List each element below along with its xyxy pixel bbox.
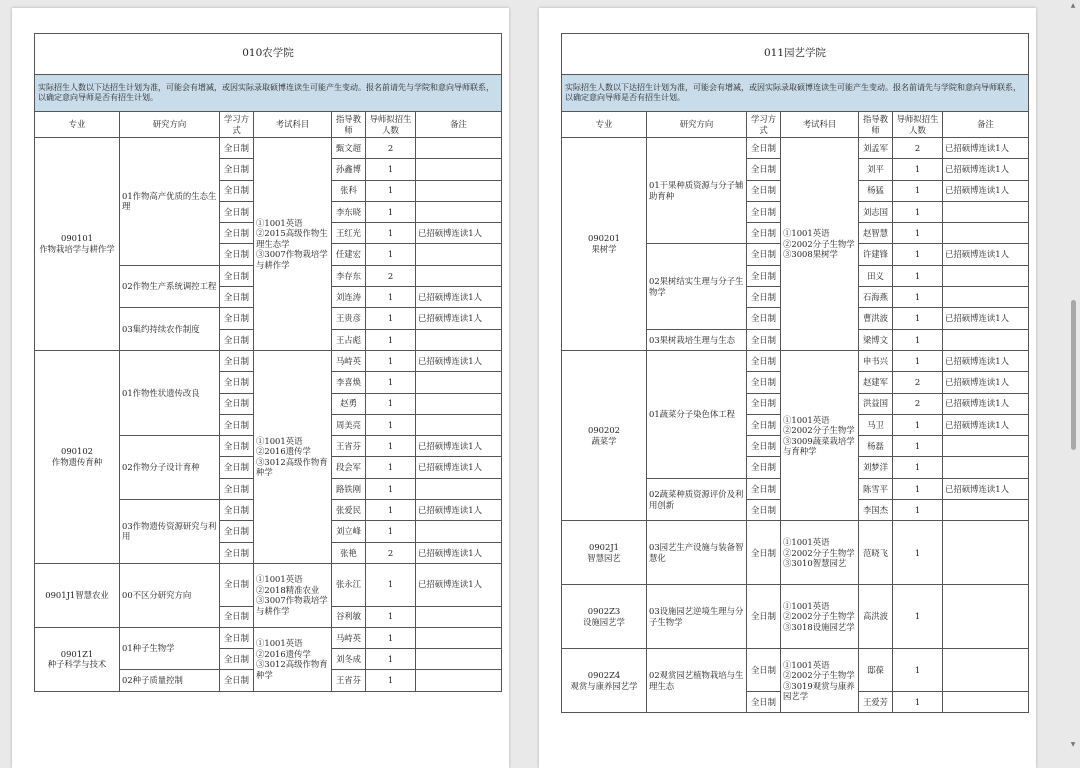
study-mode-cell: 全日制 bbox=[220, 436, 254, 457]
remark-cell: 已招硕博连读1人 bbox=[943, 372, 1029, 393]
remark-cell: 已招硕博连读1人 bbox=[943, 393, 1029, 414]
quota-cell: 1 bbox=[893, 585, 943, 649]
advisor-cell: 李存东 bbox=[332, 265, 366, 286]
quota-cell: 1 bbox=[893, 649, 943, 692]
quota-cell: 2 bbox=[366, 542, 416, 563]
remark-cell bbox=[416, 670, 502, 691]
remark-cell bbox=[416, 627, 502, 648]
advisor-cell: 刘平 bbox=[859, 159, 893, 180]
study-mode-cell: 全日制 bbox=[220, 350, 254, 371]
advisor-cell: 田义 bbox=[859, 265, 893, 286]
quota-cell: 1 bbox=[893, 436, 943, 457]
study-mode-cell: 全日制 bbox=[747, 393, 781, 414]
study-mode-cell: 全日制 bbox=[747, 414, 781, 435]
header-major: 专业 bbox=[35, 112, 120, 138]
advisor-cell: 王红光 bbox=[332, 223, 366, 244]
quota-cell: 1 bbox=[893, 287, 943, 308]
research-direction-cell: 02果树结实生理与分子生物学 bbox=[647, 244, 747, 329]
header-remark: 备注 bbox=[416, 112, 502, 138]
quota-cell: 1 bbox=[366, 244, 416, 265]
advisor-cell: 刘冬成 bbox=[332, 649, 366, 670]
exam-subjects-cell: ①1001英语 ②2002分子生物学 ③3018设施园艺学 bbox=[781, 585, 859, 649]
study-mode-cell: 全日制 bbox=[747, 180, 781, 201]
advisor-cell: 王省芬 bbox=[332, 436, 366, 457]
remark-cell: 已招硕博连读1人 bbox=[416, 350, 502, 371]
advisor-cell: 范晓飞 bbox=[859, 521, 893, 585]
advisor-cell: 许建锋 bbox=[859, 244, 893, 265]
study-mode-cell: 全日制 bbox=[220, 201, 254, 222]
quota-cell: 1 bbox=[893, 500, 943, 521]
advisor-cell: 石海燕 bbox=[859, 287, 893, 308]
quota-cell: 1 bbox=[366, 201, 416, 222]
remark-cell: 已招硕博连读1人 bbox=[416, 308, 502, 329]
document-page-left bbox=[12, 8, 509, 768]
study-mode-cell: 全日制 bbox=[220, 138, 254, 159]
advisor-cell: 赵勇 bbox=[332, 393, 366, 414]
remark-cell bbox=[416, 393, 502, 414]
quota-cell: 1 bbox=[893, 159, 943, 180]
enrollment-table-agriculture bbox=[34, 33, 501, 692]
study-mode-cell: 全日制 bbox=[220, 521, 254, 542]
advisor-cell: 段会军 bbox=[332, 457, 366, 478]
table-row bbox=[562, 585, 1029, 606]
remark-cell bbox=[943, 457, 1029, 478]
quota-cell: 1 bbox=[893, 691, 943, 712]
table-row bbox=[35, 138, 502, 159]
study-mode-cell: 全日制 bbox=[747, 372, 781, 393]
research-direction-cell: 02观赏园艺植物栽培与生理生态 bbox=[647, 649, 747, 713]
study-mode-cell: 全日制 bbox=[220, 457, 254, 478]
study-mode-cell: 全日制 bbox=[220, 563, 254, 606]
advisor-cell: 刘梦洋 bbox=[859, 457, 893, 478]
remark-cell: 已招硕博连读1人 bbox=[416, 542, 502, 563]
vertical-scrollbar-thumb[interactable] bbox=[1071, 300, 1076, 450]
study-mode-cell: 全日制 bbox=[220, 287, 254, 308]
research-direction-cell: 00不区分研究方向 bbox=[120, 563, 220, 627]
quota-cell: 1 bbox=[366, 287, 416, 308]
advisor-cell: 马峙英 bbox=[332, 350, 366, 371]
quota-cell: 1 bbox=[366, 649, 416, 670]
table-row bbox=[562, 350, 1029, 371]
advisor-cell: 王爱芳 bbox=[859, 691, 893, 712]
study-mode-cell: 全日制 bbox=[220, 414, 254, 435]
remark-cell bbox=[943, 265, 1029, 286]
advisor-cell: 曹洪波 bbox=[859, 308, 893, 329]
advisor-cell: 李喜焕 bbox=[332, 372, 366, 393]
remark-cell bbox=[943, 287, 1029, 308]
quota-cell: 1 bbox=[366, 159, 416, 180]
remark-cell bbox=[943, 201, 1029, 222]
research-direction-cell: 01种子生物学 bbox=[120, 627, 220, 670]
exam-subjects-cell: ①1001英语 ②2018精准农业 ③3007作物栽培学与耕作学 bbox=[254, 563, 332, 627]
study-mode-cell: 全日制 bbox=[220, 372, 254, 393]
exam-subjects-cell: ①1001英语 ②2002分子生物学 ③3009蔬菜栽培学与育种学 bbox=[781, 350, 859, 520]
study-mode-cell: 全日制 bbox=[747, 223, 781, 244]
quota-cell: 2 bbox=[893, 372, 943, 393]
remark-cell bbox=[416, 244, 502, 265]
quota-cell: 1 bbox=[366, 180, 416, 201]
study-mode-cell: 全日制 bbox=[220, 649, 254, 670]
quota-cell: 1 bbox=[366, 414, 416, 435]
remark-cell bbox=[416, 265, 502, 286]
quota-cell: 1 bbox=[893, 265, 943, 286]
study-mode-cell: 全日制 bbox=[220, 308, 254, 329]
study-mode-cell: 全日制 bbox=[747, 159, 781, 180]
study-mode-cell: 全日制 bbox=[747, 649, 781, 692]
major-cell: 090201 果树学 bbox=[562, 138, 647, 351]
enrollment-notice: 实际招生人数以下达招生计划为准，可能会有增减，或因实际录取硕博连读生可能产生变动。报名前请先与学院和意向导师联系，以确定意向导师是否有招生计划。 bbox=[562, 75, 1029, 112]
quota-cell: 1 bbox=[366, 223, 416, 244]
remark-cell bbox=[416, 138, 502, 159]
advisor-cell: 李东晓 bbox=[332, 201, 366, 222]
major-cell: 090102 作物遗传育种 bbox=[35, 350, 120, 563]
quota-cell: 2 bbox=[366, 265, 416, 286]
table-row bbox=[562, 138, 1029, 159]
quota-cell: 1 bbox=[366, 670, 416, 691]
remark-cell: 已招硕博连读1人 bbox=[943, 478, 1029, 499]
remark-cell bbox=[943, 329, 1029, 350]
advisor-cell: 刘志国 bbox=[859, 201, 893, 222]
quota-cell: 1 bbox=[893, 414, 943, 435]
college-title: 011园艺学院 bbox=[562, 34, 1029, 75]
header-advisor: 指导教师 bbox=[859, 112, 893, 138]
advisor-cell: 路铁刚 bbox=[332, 478, 366, 499]
remark-cell: 已招硕博连读1人 bbox=[416, 563, 502, 606]
study-mode-cell: 全日制 bbox=[747, 478, 781, 499]
research-direction-cell: 03设施园艺逆境生理与分子生物学 bbox=[647, 585, 747, 649]
study-mode-cell: 全日制 bbox=[220, 159, 254, 180]
advisor-cell: 孙鑫博 bbox=[332, 159, 366, 180]
advisor-cell: 申书兴 bbox=[859, 350, 893, 371]
study-mode-cell: 全日制 bbox=[220, 500, 254, 521]
quota-cell: 1 bbox=[366, 457, 416, 478]
study-mode-cell: 全日制 bbox=[220, 670, 254, 691]
remark-cell: 已招硕博连读1人 bbox=[416, 436, 502, 457]
study-mode-cell: 全日制 bbox=[747, 244, 781, 265]
advisor-cell: 洪益国 bbox=[859, 393, 893, 414]
advisor-cell: 周美亮 bbox=[332, 414, 366, 435]
remark-cell: 已招硕博连读1人 bbox=[943, 414, 1029, 435]
header-exam-subjects: 考试科目 bbox=[781, 112, 859, 138]
quota-cell: 1 bbox=[366, 627, 416, 648]
study-mode-cell: 全日制 bbox=[747, 138, 781, 159]
exam-subjects-cell: ①1001英语 ②2002分子生物学 ③3008果树学 bbox=[781, 138, 859, 351]
advisor-cell: 杨猛 bbox=[859, 180, 893, 201]
remark-cell: 已招硕博连读1人 bbox=[943, 180, 1029, 201]
quota-cell: 1 bbox=[893, 478, 943, 499]
remark-cell bbox=[943, 691, 1029, 712]
remark-cell bbox=[416, 521, 502, 542]
research-direction-cell: 02蔬菜种质资源评价及利用创新 bbox=[647, 478, 747, 521]
remark-cell: 已招硕博连读1人 bbox=[943, 244, 1029, 265]
exam-subjects-cell: ①1001英语 ②2015高级作物生理生态学 ③3007作物栽培学与耕作学 bbox=[254, 138, 332, 351]
research-direction-cell: 02种子质量控制 bbox=[120, 670, 220, 691]
advisor-cell: 王占彪 bbox=[332, 329, 366, 350]
quota-cell: 1 bbox=[893, 244, 943, 265]
advisor-cell: 李国杰 bbox=[859, 500, 893, 521]
research-direction-cell: 02作物生产系统调控工程 bbox=[120, 265, 220, 308]
remark-cell bbox=[416, 201, 502, 222]
quota-cell: 1 bbox=[366, 606, 416, 627]
advisor-cell: 任建宏 bbox=[332, 244, 366, 265]
quota-cell: 2 bbox=[893, 393, 943, 414]
remark-cell bbox=[943, 521, 1029, 585]
advisor-cell: 刘孟军 bbox=[859, 138, 893, 159]
remark-cell bbox=[943, 500, 1029, 521]
research-direction-cell: 03集约持续农作制度 bbox=[120, 308, 220, 351]
quota-cell: 1 bbox=[366, 350, 416, 371]
exam-subjects-cell: ①1001英语 ②2016遗传学 ③3012高级作物育种学 bbox=[254, 627, 332, 691]
research-direction-cell: 03园艺生产设施与装备智慧化 bbox=[647, 521, 747, 585]
advisor-cell: 邸葆 bbox=[859, 649, 893, 692]
quota-cell: 1 bbox=[366, 308, 416, 329]
study-mode-cell: 全日制 bbox=[747, 350, 781, 371]
advisor-cell: 王贵彦 bbox=[332, 308, 366, 329]
header-major: 专业 bbox=[562, 112, 647, 138]
scroll-down-arrow-icon[interactable]: ▼ bbox=[1070, 741, 1076, 748]
remark-cell bbox=[416, 606, 502, 627]
remark-cell: 已招硕博连读1人 bbox=[416, 223, 502, 244]
quota-cell: 1 bbox=[893, 329, 943, 350]
research-direction-cell: 01干果种质资源与分子辅助育种 bbox=[647, 138, 747, 244]
major-cell: 090202 蔬菜学 bbox=[562, 350, 647, 520]
advisor-cell: 甄文超 bbox=[332, 138, 366, 159]
remark-cell: 已招硕博连读1人 bbox=[943, 138, 1029, 159]
quota-cell: 1 bbox=[366, 478, 416, 499]
header-direction: 研究方向 bbox=[647, 112, 747, 138]
research-direction-cell: 01作物高产优质的生态生理 bbox=[120, 138, 220, 266]
research-direction-cell: 01蔬菜分子染色体工程 bbox=[647, 350, 747, 478]
research-direction-cell: 02作物分子设计育种 bbox=[120, 436, 220, 500]
study-mode-cell: 全日制 bbox=[747, 457, 781, 478]
remark-cell bbox=[416, 649, 502, 670]
study-mode-cell: 全日制 bbox=[220, 244, 254, 265]
advisor-cell: 刘立峰 bbox=[332, 521, 366, 542]
header-quota: 导师拟招生人数 bbox=[366, 112, 416, 138]
enrollment-table-horticulture bbox=[561, 33, 1028, 713]
quota-cell: 1 bbox=[366, 521, 416, 542]
advisor-cell: 刘连涛 bbox=[332, 287, 366, 308]
remark-cell: 已招硕博连读1人 bbox=[416, 500, 502, 521]
study-mode-cell: 全日制 bbox=[220, 223, 254, 244]
advisor-cell: 谷利敏 bbox=[332, 606, 366, 627]
header-quota: 导师拟招生人数 bbox=[893, 112, 943, 138]
table-row bbox=[35, 563, 502, 584]
advisor-cell: 张科 bbox=[332, 180, 366, 201]
remark-cell bbox=[416, 414, 502, 435]
quota-cell: 1 bbox=[893, 180, 943, 201]
research-direction-cell: 01作物性状遗传改良 bbox=[120, 350, 220, 435]
advisor-cell: 梁博文 bbox=[859, 329, 893, 350]
quota-cell: 1 bbox=[366, 563, 416, 606]
quota-cell: 2 bbox=[366, 138, 416, 159]
research-direction-cell: 03果树栽培生理与生态 bbox=[647, 329, 747, 350]
major-cell: 0902J1 智慧园艺 bbox=[562, 521, 647, 585]
research-direction-cell: 03作物遗传资源研究与利用 bbox=[120, 500, 220, 564]
study-mode-cell: 全日制 bbox=[747, 287, 781, 308]
quota-cell: 1 bbox=[893, 308, 943, 329]
major-cell: 0902Z3 设施园艺学 bbox=[562, 585, 647, 649]
header-study-mode: 学习方式 bbox=[220, 112, 254, 138]
quota-cell: 1 bbox=[893, 201, 943, 222]
study-mode-cell: 全日制 bbox=[220, 329, 254, 350]
major-cell: 090101 作物栽培学与耕作学 bbox=[35, 138, 120, 351]
study-mode-cell: 全日制 bbox=[220, 627, 254, 648]
study-mode-cell: 全日制 bbox=[747, 201, 781, 222]
remark-cell bbox=[943, 585, 1029, 649]
advisor-cell: 杨磊 bbox=[859, 436, 893, 457]
advisor-cell: 高洪波 bbox=[859, 585, 893, 649]
remark-cell bbox=[416, 159, 502, 180]
remark-cell bbox=[416, 329, 502, 350]
header-exam-subjects: 考试科目 bbox=[254, 112, 332, 138]
study-mode-cell: 全日制 bbox=[220, 393, 254, 414]
major-cell: 0902Z4 观赏与康养园艺学 bbox=[562, 649, 647, 713]
header-remark: 备注 bbox=[943, 112, 1029, 138]
table-row bbox=[562, 649, 1029, 670]
quota-cell: 1 bbox=[366, 393, 416, 414]
quota-cell: 1 bbox=[366, 500, 416, 521]
quota-cell: 1 bbox=[893, 350, 943, 371]
remark-cell: 已招硕博连读1人 bbox=[943, 308, 1029, 329]
remark-cell: 已招硕博连读1人 bbox=[943, 159, 1029, 180]
study-mode-cell: 全日制 bbox=[747, 436, 781, 457]
study-mode-cell: 全日制 bbox=[220, 265, 254, 286]
quota-cell: 1 bbox=[893, 521, 943, 585]
remark-cell bbox=[416, 478, 502, 499]
remark-cell bbox=[943, 649, 1029, 692]
advisor-cell: 张爱民 bbox=[332, 500, 366, 521]
study-mode-cell: 全日制 bbox=[747, 521, 781, 585]
header-advisor: 指导教师 bbox=[332, 112, 366, 138]
enrollment-notice: 实际招生人数以下达招生计划为准，可能会有增减，或因实际录取硕博连读生可能产生变动。报名前请先与学院和意向导师联系，以确定意向导师是否有招生计划。 bbox=[35, 75, 502, 112]
quota-cell: 2 bbox=[893, 138, 943, 159]
advisor-cell: 赵建军 bbox=[859, 372, 893, 393]
advisor-cell: 张艳 bbox=[332, 542, 366, 563]
exam-subjects-cell: ①1001英语 ②2016遗传学 ③3012高级作物育种学 bbox=[254, 350, 332, 563]
college-title: 010农学院 bbox=[35, 34, 502, 75]
advisor-cell: 王省芬 bbox=[332, 670, 366, 691]
remark-cell bbox=[943, 223, 1029, 244]
study-mode-cell: 全日制 bbox=[220, 478, 254, 499]
study-mode-cell: 全日制 bbox=[747, 329, 781, 350]
advisor-cell: 张永江 bbox=[332, 563, 366, 606]
major-cell: 0901J1智慧农业 bbox=[35, 563, 120, 627]
exam-subjects-cell: ①1001英语 ②2002分子生物学 ③3019观赏与康养园艺学 bbox=[781, 649, 859, 713]
quota-cell: 1 bbox=[366, 436, 416, 457]
study-mode-cell: 全日制 bbox=[220, 542, 254, 563]
remark-cell bbox=[416, 180, 502, 201]
header-study-mode: 学习方式 bbox=[747, 112, 781, 138]
study-mode-cell: 全日制 bbox=[220, 606, 254, 627]
advisor-cell: 陈雪平 bbox=[859, 478, 893, 499]
remark-cell bbox=[943, 436, 1029, 457]
study-mode-cell: 全日制 bbox=[747, 585, 781, 649]
quota-cell: 1 bbox=[366, 372, 416, 393]
remark-cell: 已招硕博连读1人 bbox=[416, 457, 502, 478]
advisor-cell: 赵智慧 bbox=[859, 223, 893, 244]
study-mode-cell: 全日制 bbox=[747, 500, 781, 521]
study-mode-cell: 全日制 bbox=[747, 265, 781, 286]
table-row bbox=[562, 521, 1029, 542]
scroll-up-arrow-icon[interactable]: ▲ bbox=[1070, 2, 1076, 9]
remark-cell bbox=[416, 372, 502, 393]
quota-cell: 1 bbox=[893, 223, 943, 244]
document-page-right bbox=[539, 8, 1036, 768]
study-mode-cell: 全日制 bbox=[220, 180, 254, 201]
study-mode-cell: 全日制 bbox=[747, 308, 781, 329]
major-cell: 0901Z1 种子科学与技术 bbox=[35, 627, 120, 691]
quota-cell: 1 bbox=[366, 329, 416, 350]
remark-cell: 已招硕博连读1人 bbox=[943, 350, 1029, 371]
header-direction: 研究方向 bbox=[120, 112, 220, 138]
table-row bbox=[35, 350, 502, 371]
advisor-cell: 马峙英 bbox=[332, 627, 366, 648]
study-mode-cell: 全日制 bbox=[747, 691, 781, 712]
table-row bbox=[35, 627, 502, 648]
exam-subjects-cell: ①1001英语 ②2002分子生物学 ③3010智慧园艺 bbox=[781, 521, 859, 585]
advisor-cell: 马卫 bbox=[859, 414, 893, 435]
quota-cell: 1 bbox=[893, 457, 943, 478]
remark-cell: 已招硕博连读1人 bbox=[416, 287, 502, 308]
